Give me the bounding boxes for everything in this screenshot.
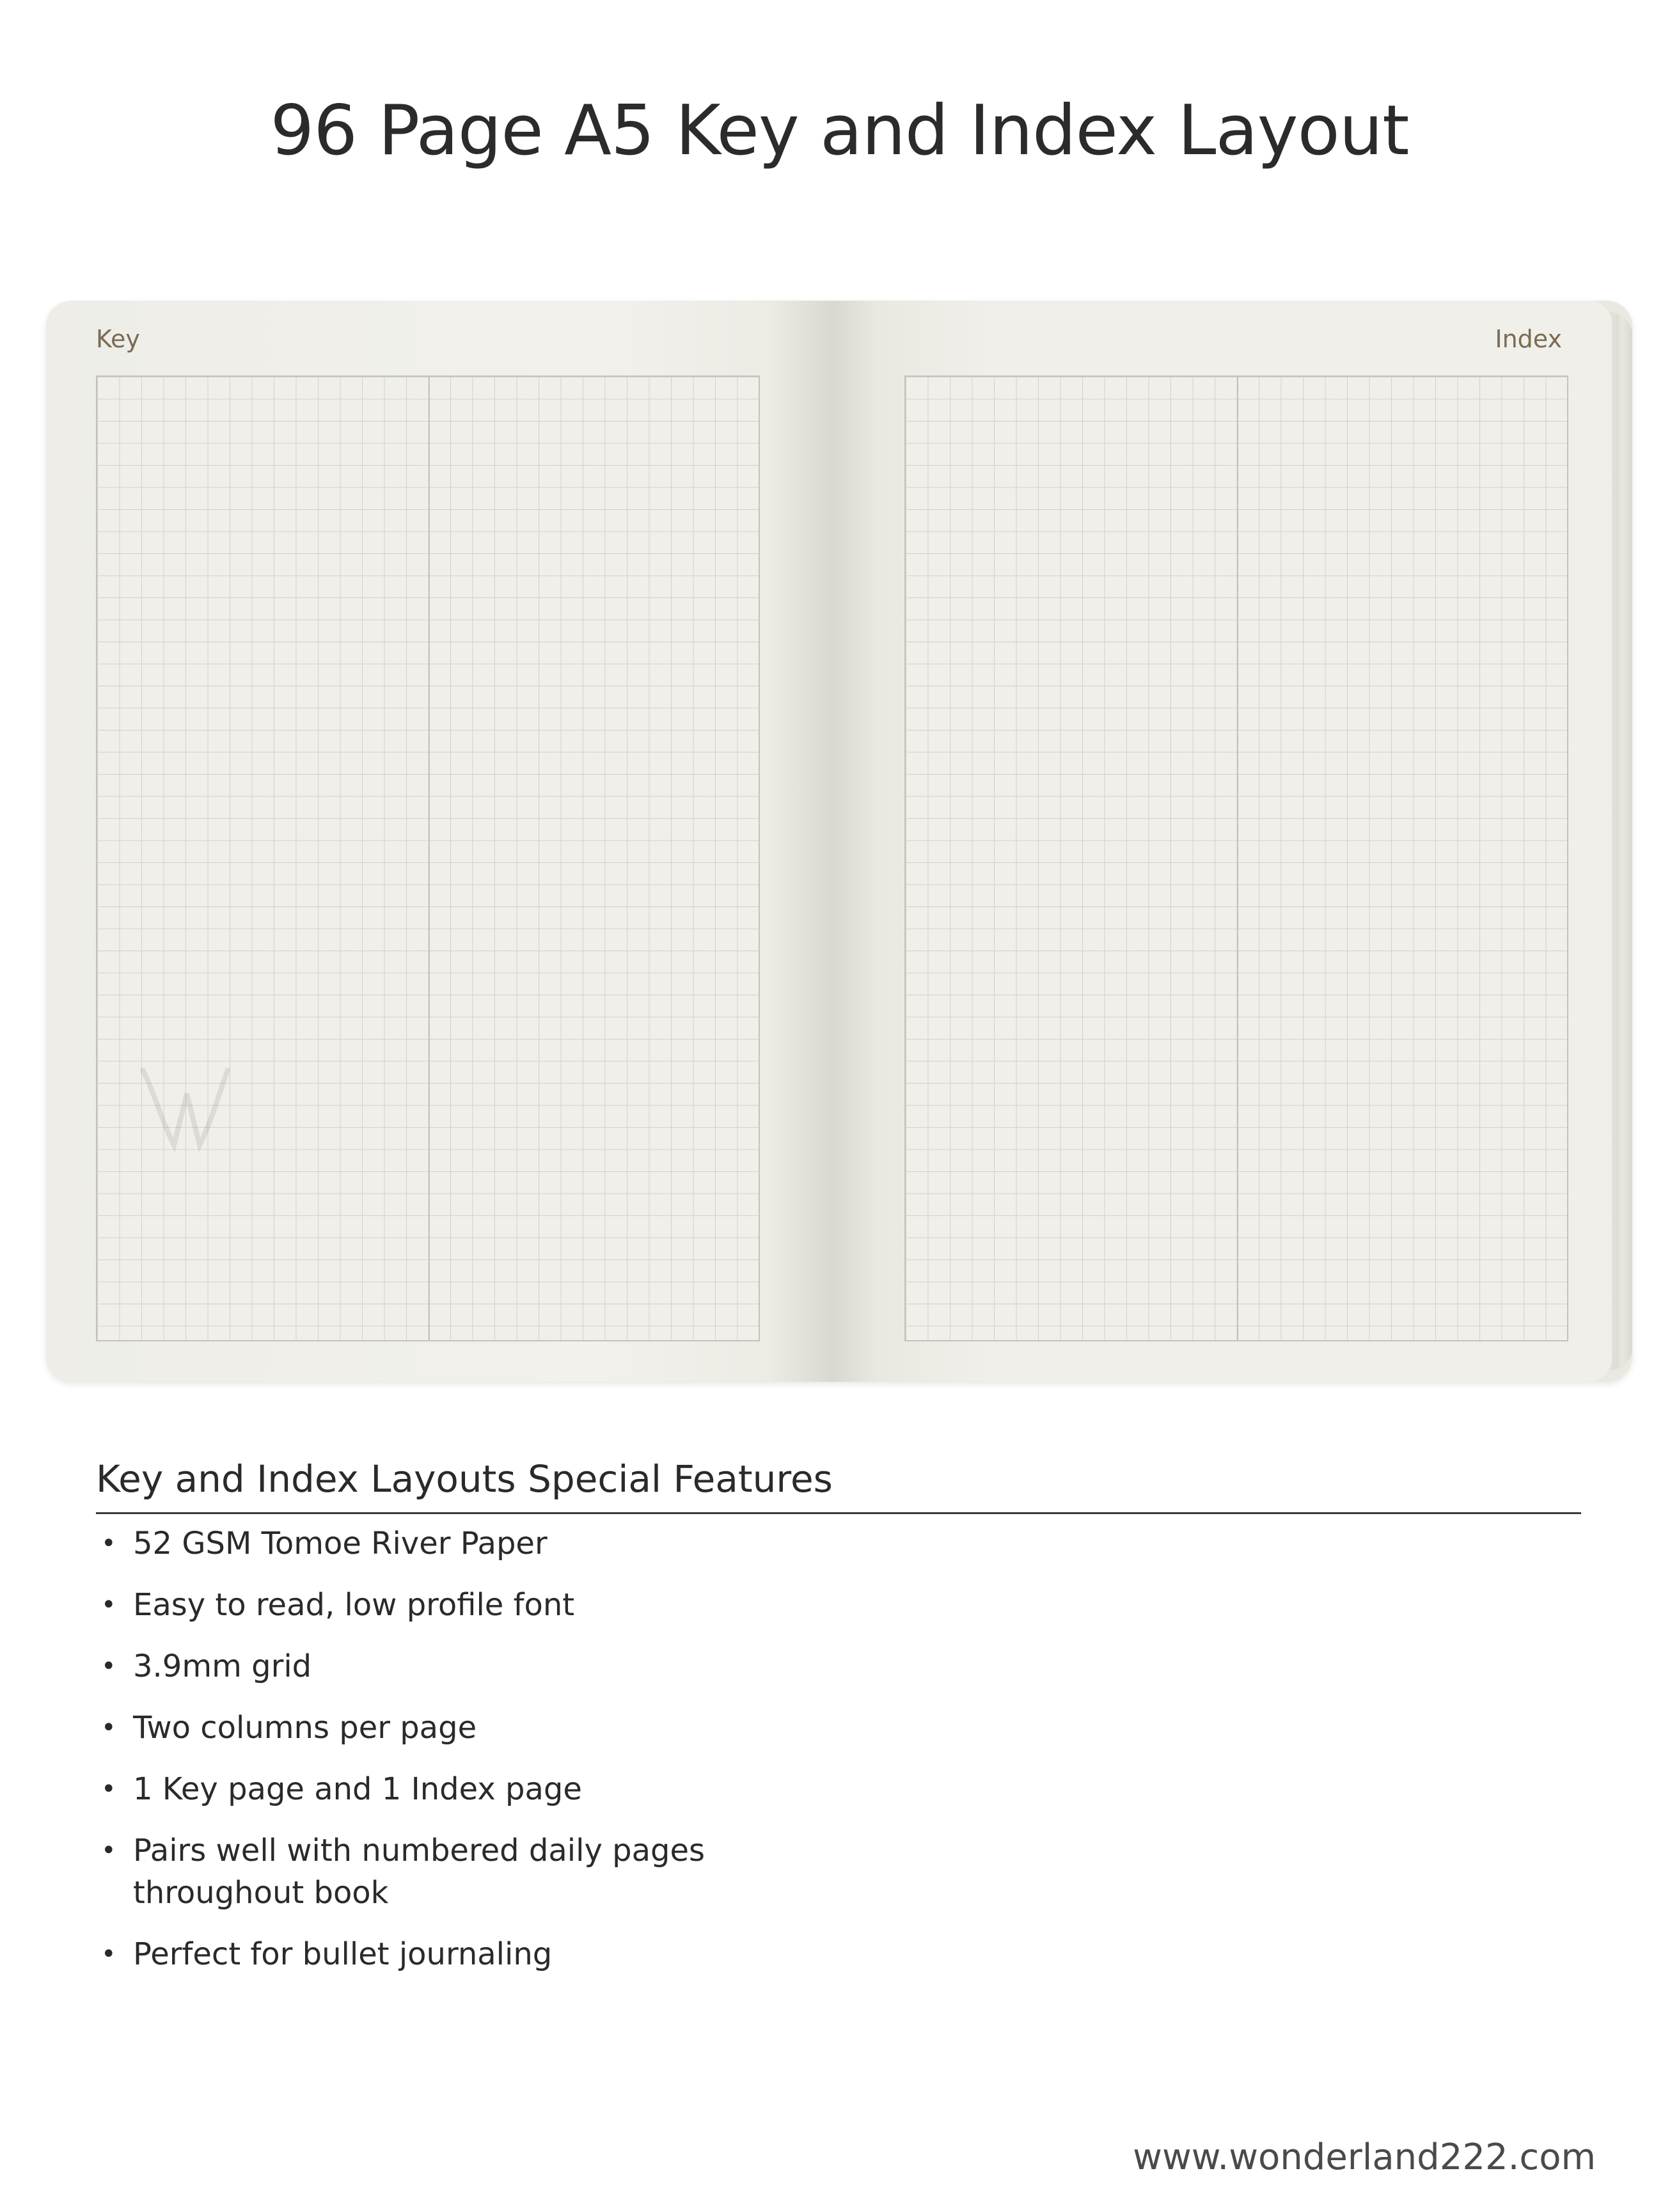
bullet-icon: • — [101, 1590, 116, 1620]
column-divider — [1237, 377, 1238, 1340]
feature-text: 52 GSM Tomoe River Paper — [133, 1526, 548, 1561]
list-item — [96, 1584, 927, 1626]
bullet-icon: • — [101, 1774, 116, 1804]
list-item — [96, 1707, 927, 1749]
bullet-icon: • — [101, 1836, 116, 1865]
bullet-icon: • — [101, 1529, 116, 1558]
list-item — [96, 1645, 927, 1687]
page-title: 96 Page A5 Key and Index Layout — [270, 91, 1409, 171]
logo-watermark-icon — [116, 1055, 244, 1158]
feature-text: Easy to read, low profile font — [133, 1587, 575, 1623]
column-divider — [429, 377, 430, 1340]
index-grid — [904, 375, 1568, 1341]
bullet-icon: • — [101, 1652, 116, 1681]
list-item — [96, 1933, 927, 1975]
notebook-spread — [46, 301, 1632, 1382]
key-page-label: Key — [96, 325, 140, 353]
bullet-icon: • — [101, 1713, 116, 1742]
bullet-icon: • — [101, 1939, 116, 1969]
list-item — [96, 1522, 927, 1565]
feature-text: Pairs well with numbered daily pages throughout book — [133, 1833, 705, 1911]
feature-text: 3.9mm grid — [133, 1648, 312, 1684]
index-page-label: Index — [1495, 325, 1562, 353]
feature-text: Perfect for bullet journaling — [133, 1936, 553, 1972]
features-list — [96, 1522, 927, 1995]
list-item — [96, 1768, 927, 1810]
features-heading: Key and Index Layouts Special Features — [96, 1457, 1581, 1514]
feature-text: Two columns per page — [133, 1710, 477, 1746]
list-item — [96, 1829, 734, 1914]
key-grid — [96, 375, 760, 1341]
website-link[interactable]: www.wonderland222.com — [1133, 2137, 1596, 2178]
feature-text: 1 Key page and 1 Index page — [133, 1771, 582, 1807]
